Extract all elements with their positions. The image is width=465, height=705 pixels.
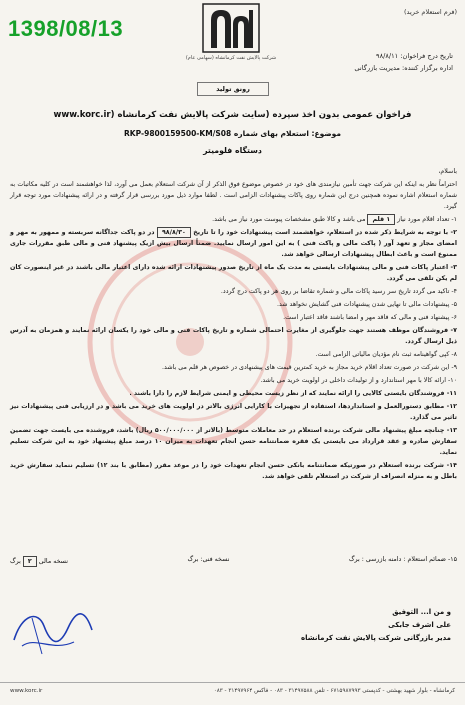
list-item: ۱۳- چنانچه مبلغ پیشنهاد مالی شرکت برنده استعلام در حد معاملات متوسط (بالاتر از ۵۰۰/۰۰۰/۰۰۰ ریال) باشد، فروشنده می بایست جهت تضمین سفارش صادره و عقد قرارداد می بایستی یک فقره ضمانتنامه حسن انجام تعهدات به میزان ۱۰ درصد مبلغ پیشنهاد خود به این شرکت تسلیم نماید. xyxy=(10,427,458,456)
footer-bar xyxy=(0,682,465,705)
inquiry-subject: موضوع: استعلام بهای شماره RKP-9800159500-KM/S08 xyxy=(124,129,341,138)
company-logo xyxy=(183,2,279,70)
form-type-label: (فرم استعلام خرید) xyxy=(404,8,457,16)
list-item: ۱۰- ارائه کالا با مهر استاندارد و از تولیدات داخلی در اولویت خرید می باشد. xyxy=(260,377,457,384)
list-item: ۱- تعداد اقلام مورد نیاز ۱ قلم می باشد و کالا طبق مشخصات پیوست مورد نیاز می باشد. xyxy=(212,216,457,223)
date-stamp: 1398/08/13 xyxy=(8,16,124,41)
attachments-label: ۱۵- ضمائم استعلام : دامنه بازرسی : برگ xyxy=(348,556,457,563)
intro-paragraph: احتراماً نظر به اینکه این شرکت جهت تأمین نیازمندی های خود در خصوص موضوع فوق الذکر از آن شرکت استعلام بعمل می آورد، لذا خواهشمند است در کلیه مکاتبات به شماره استعلام اشاره نموده همچنین درج این شماره روی پاکات پیشنهادات الزامی است . لطفا موارد ذیل مورد بررسی قرار گرفته و در ارائه پیشنهادات مورد توجه قرار گیرد. xyxy=(10,181,457,210)
receipt-label: رونق تولید xyxy=(197,82,269,96)
signature-icon xyxy=(8,600,98,660)
list-item: ۵- پیشنهادات مالی تا نهایی شدن پیشنهادات فنی گشایش نخواهد شد. xyxy=(276,301,457,308)
list-item: ۹- این شرکت در صورت تعداد اقلام خرید مجاز به خرید کمترین قیمت های پیشنهادی در خصوص هر قلم می باشد. xyxy=(162,364,457,371)
company-website[interactable]: www.korc.ir xyxy=(10,688,43,694)
issuing-department: اداره برگزار کننده: مدیریت بازرگانی xyxy=(354,64,453,72)
technical-copy-label: نسخه فنی: برگ xyxy=(187,556,230,563)
list-item: ۴- تاکید می گردد تاریخ سر رسید پاکات مالی و شماره تقاضا بر روی هر دو پاکت درج گردد. xyxy=(220,288,457,295)
greeting: باسلام، xyxy=(438,168,457,175)
list-item: ۱۲- مطابق دستورالعمل و استانداردها، استفاده از تجهیزات با کارایی انرژی بالاتر در اولویت های خرید می باشد و در ارزیابی فنی پیشنهادات نیز تاثیر می گذارد. xyxy=(10,403,457,421)
signatory-name: علی اشرف جابکی xyxy=(388,621,451,629)
refinery-logo-icon xyxy=(201,2,261,54)
signatory-block xyxy=(301,606,451,645)
issue-date: تاریخ درج فراخوان: ۹۸/۸/۱۱ xyxy=(376,52,453,60)
financial-copy: نسخه مالی ۲ برگ xyxy=(10,558,69,565)
list-item: ۸- کپی گواهینامه ثبت نام مؤدیان مالیاتی الزامی است. xyxy=(315,351,457,358)
signatory-position: مدیر بازرگانی شرکت پالایش نفت کرمانشاه xyxy=(301,634,451,642)
document-title: فراخوان عمومی بدون اخذ سپرده (سایت شرکت پالایش نفت کرمانشاه (www.korc.ir xyxy=(53,110,412,120)
logo-caption: شرکت پالایش نفت کرمانشاه (سهامی عام) xyxy=(185,55,277,61)
closing-phrase: و من ا... التوفیق xyxy=(392,608,451,616)
list-item: ۲- با توجه به شرایط ذکر شده در استعلام، خواهشمند است پیشنهادات خود را تا تاریخ ۹۸/۸/۳۰ در دو پاکت جداگانه سربسته و ممهور به مهر و امضای مجاز و تعهد آور ( پاکت مالی و پاکت فنی ) به این امور ارسال نمایید. ضمناً ارسال بیش ازیک پیشنهاد فنی و مالی طبق مقررات جاری ممنوع است و باعث ابطال پیشنهادات ارسالی خواهد شد. xyxy=(10,229,457,258)
list-item: ۷- فروشندگان موظف هستند جهت جلوگیری از مغایرت احتمالی شماره و تاریخ پاکات فنی و مالی خود را یکسان ارائه نمایند و همزمان به آدرس ذیل ارسال گردد. xyxy=(10,327,457,345)
attachments-line xyxy=(10,556,457,567)
item-name: دستگاه فلومیتر xyxy=(203,146,262,155)
list-item: ۱۱- فروشندگان بایستی کالایی را ارائه نمایند که از نظر زیست محیطی و ایمنی شرایط لازم را دارا باشند . xyxy=(129,390,457,397)
document-body xyxy=(10,166,457,484)
company-address: کرمانشاه - بلوار شهید بهشتی - کدپستی ۶۷۱۵۹۸۷۹۹۳ - تلفن ۳۱۴۹۷۵۸۸ - ۰۸۳ - فاکس ۳۱۴۹۷۹۶۴ - ۰۸۳ xyxy=(213,688,455,694)
list-item: ۳- اعتبار پاکات فنی و مالی پیشنهادات بایستی به مدت یک ماه از تاریخ صدور پیشنهادات ارائه شده دارای اعتبار مالی باشند در غیر اینصورت کان لم یکن تلقی می گردد. xyxy=(10,264,457,282)
list-item: ۱۴- شرکت برنده استعلام در صورتیکه ضمانتنامه بانکی حسن انجام تعهدات خود را در موعد مقرر (مطابق با بند ۱۲) تسلیم ننماید سفارش خرید باطل و به منزله انصراف از شرکت در استعلام تلقی خواهد شد. xyxy=(10,462,457,480)
list-item: ۶- پیشنهاد فنی و مالی که فاقد مهر و امضا باشند فاقد اعتبار است. xyxy=(283,314,457,321)
